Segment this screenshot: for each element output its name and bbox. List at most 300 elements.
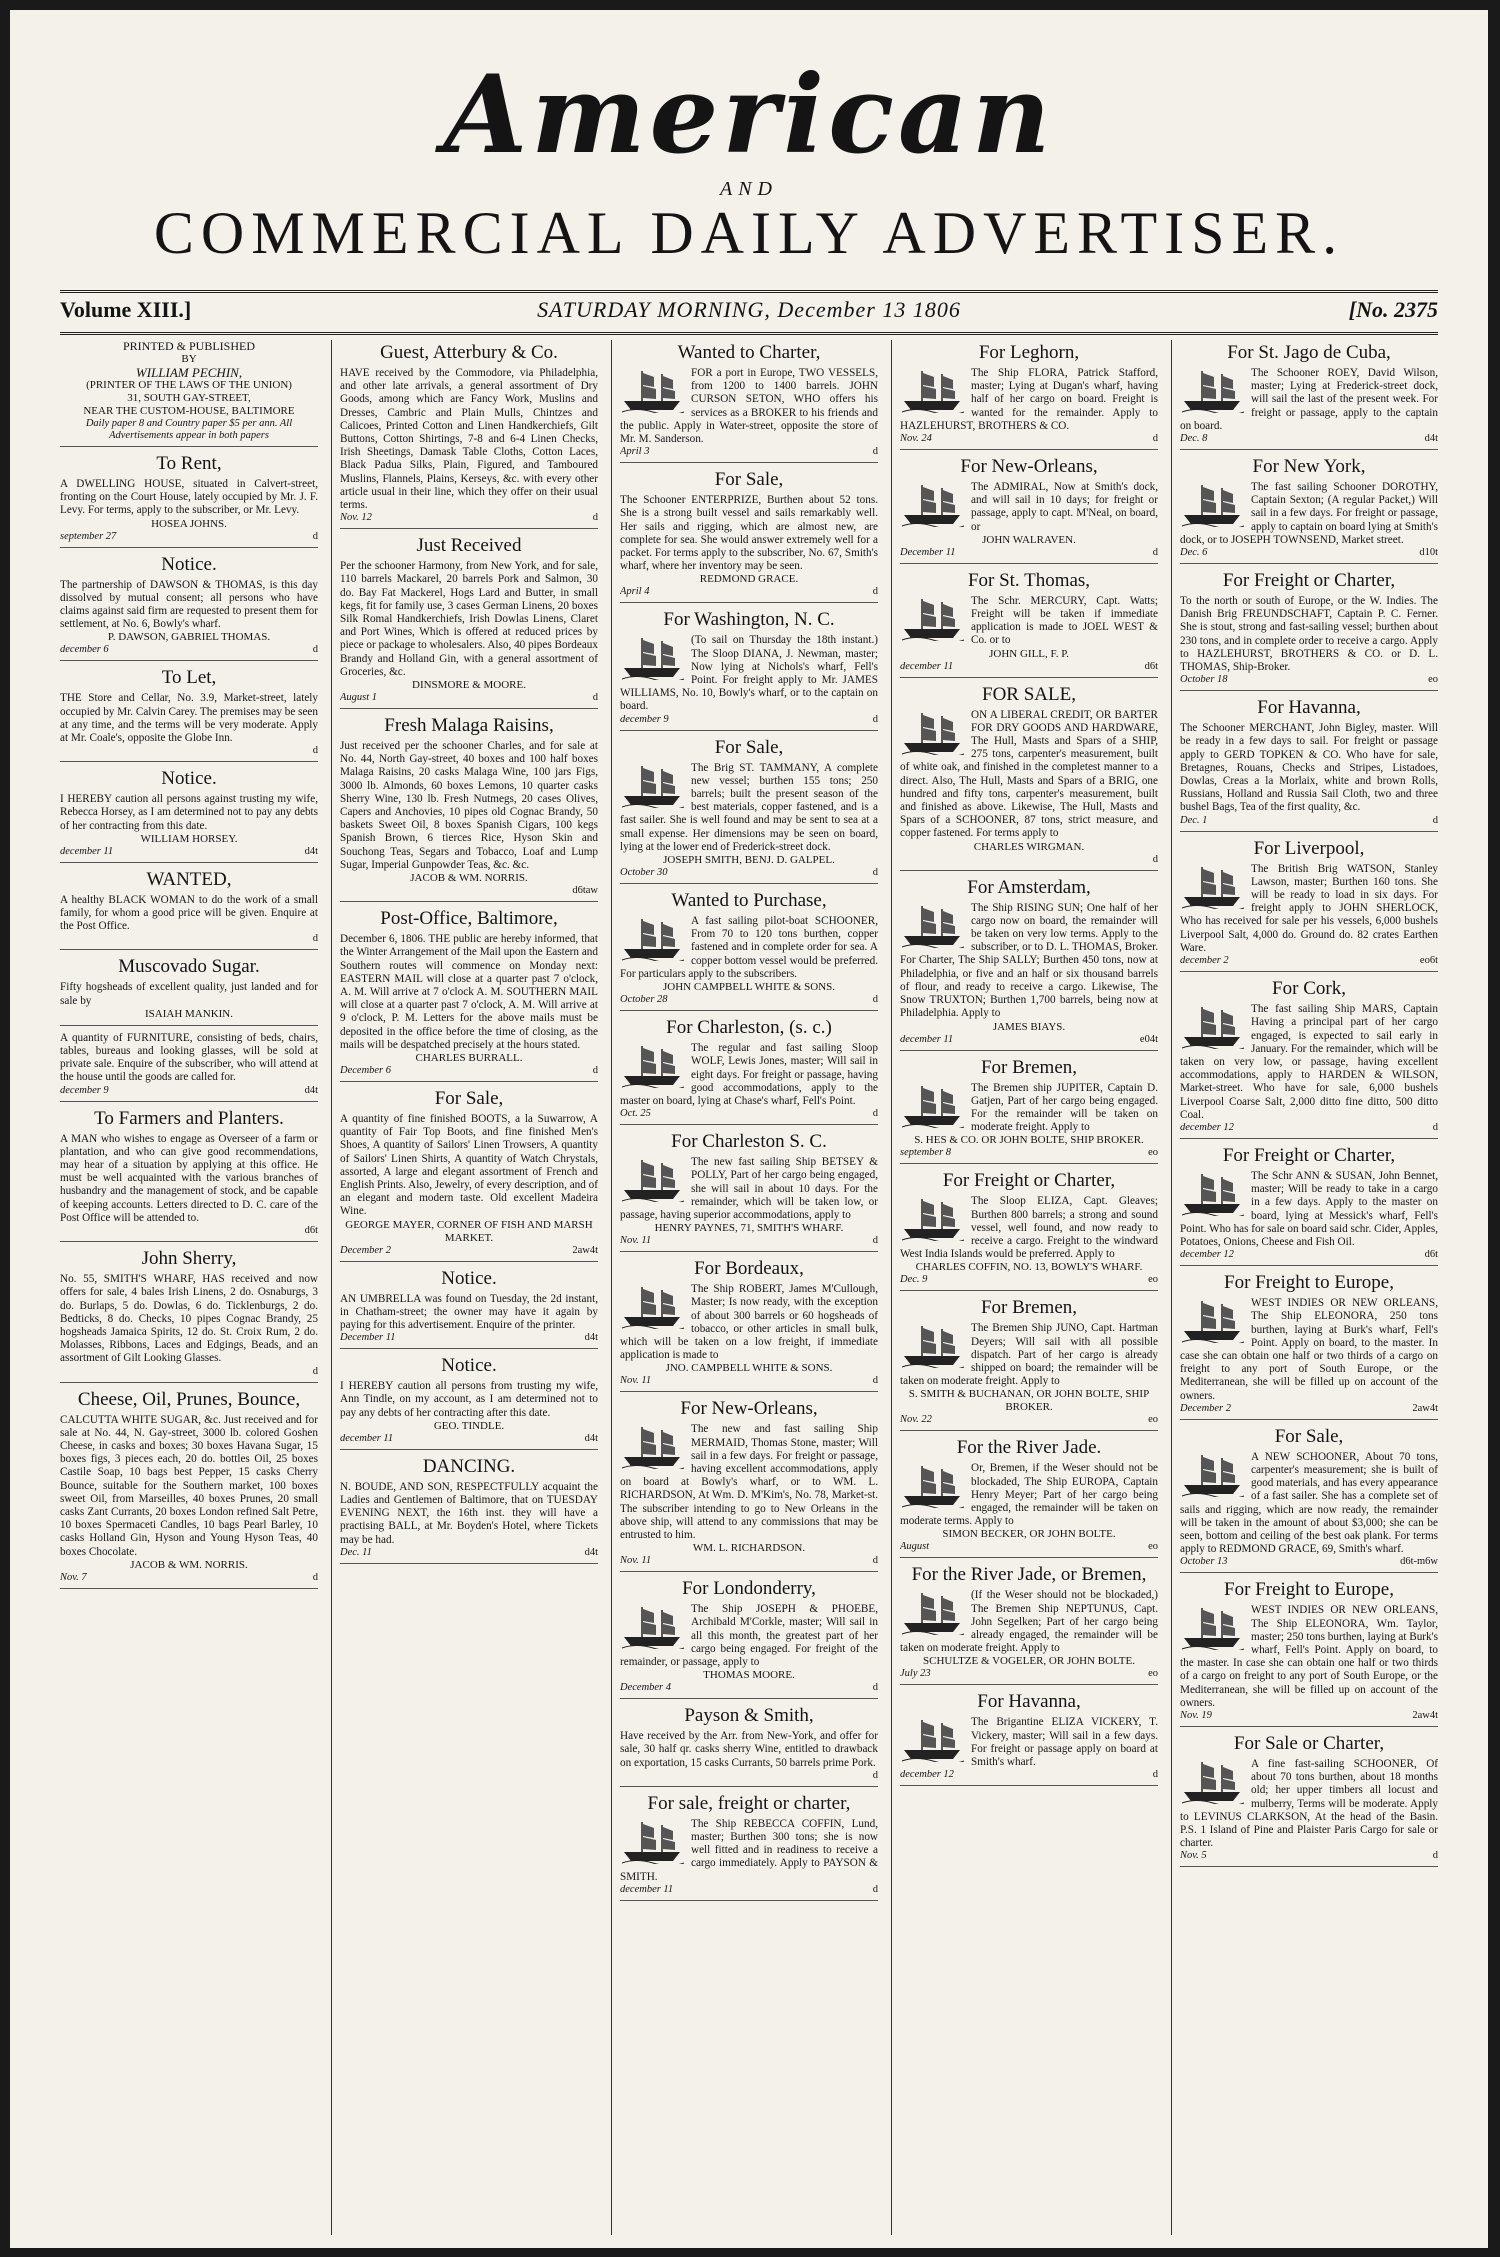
ad-footer	[1180, 815, 1438, 827]
advertisement	[340, 535, 598, 709]
ad-body-row	[620, 1603, 878, 1669]
ad-body-row	[1180, 367, 1438, 433]
ad-date: december 9	[60, 1084, 109, 1096]
ad-body-row	[900, 1716, 1158, 1769]
ship-icon	[1180, 1003, 1246, 1049]
masthead-title: American	[443, 52, 1055, 178]
ad-heading: For sale, freight or charter,	[647, 1792, 851, 1814]
ad-date: December 11	[900, 546, 956, 558]
ad-signature: WILLIAM HORSEY.	[140, 832, 238, 845]
ad-footer	[620, 994, 878, 1006]
ad-date: Dec. 11	[340, 1546, 372, 1558]
ship-icon	[1180, 481, 1246, 527]
ad-heading: WANTED,	[146, 868, 232, 890]
ad-code: eo6t	[1419, 955, 1438, 967]
ad-code: d4t	[584, 1546, 598, 1558]
advertisement	[620, 737, 878, 884]
ad-body: The Brig ST. TAMMANY, A complete new vessel; burthen 155 tons; 250 barrels; built the present season of the best materials, copper fastened, and is a fast sailer. She is well found and may be sent to sea at a small expense. Her dimensions may be seen on board, lying at the lower end of Frederick-street dock.	[620, 761, 878, 853]
ad-body: The Schooner MERCHANT, John Bigley, master. Will be ready in a few days to sail. For freight or passage apply to GERD TOPKEN & CO. Who have for sale, Bretagnes, Rouans, Checks and Stripes, Listadoes, Dowlas, Creas a la Morlaix, white and brown Rolls, Russians, Holland and Russia Sail Cloth, two and three bushel Bags, Tea of the first quality, &c.	[1180, 722, 1438, 814]
ad-footer	[340, 1332, 598, 1344]
ad-signature: JACOB & WM. NORRIS.	[410, 872, 528, 885]
ship-icon	[900, 1195, 966, 1241]
ad-body: A fine fast-sailing SCHOONER, Of about 70 tons burthen, about 18 months old; her upper timbers all locust and mulberry, Terms will be moderate. Apply to LEVINUS CLARKSON, At the head of the Basin. P.S. 1 Island of Pine and Plaister Paris Cargo for sale or charter.	[1180, 1758, 1438, 1850]
ad-code: d	[312, 933, 318, 945]
ad-code: d	[872, 713, 878, 725]
ad-body: The Ship FLORA, Patrick Stafford, master; Lying at Dugan's wharf, having half of her cargo on board. Freight is wanted for the remainder. Apply to HAZLEHURST, BROTHERS & CO.	[900, 367, 1158, 432]
advertisement	[620, 1258, 878, 1392]
ad-code: d	[872, 1883, 878, 1895]
ad-body: THE Store and Cellar, No. 3.9, Market-street, lately occupied by Mr. Calvin Carey. The premises may be seen at any time, and the terms will be very moderate. Apply at Mr. Coale's, opposite the Globe Inn.	[60, 692, 318, 745]
ad-code: d	[872, 1682, 878, 1694]
advertisement	[340, 908, 598, 1082]
ship-icon	[1180, 1170, 1246, 1216]
ship-icon	[900, 481, 966, 527]
ad-heading: For Charleston S. C.	[671, 1131, 827, 1153]
ad-body: A quantity of fine finished BOOTS, a la Suwarrow, A quantity of Fair Top Boots, and fine finished Men's Shoes, A quantity of Sailors' Linen Trowsers, A quantity of Sailors' Linen Shirts, A quantity of Watch Chrystals, assorted, A large and elegant assortment of French and English Prints. Also, Jewelry, of every description, and of an elegant and modern taste. Old excellent Madeira Wine.	[340, 1112, 598, 1218]
ad-signature: HENRY PAYNES, 71, SMITH'S WHARF.	[654, 1222, 844, 1235]
ad-heading: To Farmers and Planters.	[94, 1107, 284, 1129]
advertisement	[620, 1793, 878, 1901]
ad-heading: Notice.	[161, 768, 217, 790]
ad-list	[1180, 342, 1438, 1867]
ad-date: Nov. 7	[60, 1571, 87, 1583]
ad-footer	[1180, 547, 1438, 559]
ad-code: d4t	[584, 1432, 598, 1444]
ad-signature: THOMAS MOORE.	[703, 1669, 795, 1682]
advertisement	[1180, 570, 1438, 691]
ad-code: d	[872, 1108, 878, 1120]
ad-code: 2aw4t	[1412, 1710, 1438, 1722]
ad-footer	[620, 586, 878, 598]
ad-body-row	[1180, 1297, 1438, 1403]
ad-body: ON A LIBERAL CREDIT, OR BARTER FOR DRY GOODS AND HARDWARE, The Hull, Masts and Spars of a SHIP, 275 tons, carpenter's measurement, built of white oak, and finished in the completest manner to a direct. Also, The Hull, Masts and Spars of a BRIG, one hundred and fifty tons, carpenter's measurement, built and finished as above. Likewise, The Hull, Masts and Spars of a SCHOONER, 87 tons, strict measure, and copper fastened. For terms apply to	[900, 708, 1158, 840]
ad-body-row	[900, 481, 1158, 534]
ad-footer	[340, 1433, 598, 1445]
ad-date: september 27	[60, 530, 117, 542]
ad-heading: Post-Office, Baltimore,	[380, 908, 558, 930]
ad-heading: Muscovado Sugar.	[118, 956, 260, 978]
ad-date: Oct. 25	[620, 1108, 651, 1120]
advertisement	[900, 1564, 1158, 1685]
ad-heading: For Liverpool,	[1253, 837, 1365, 859]
ad-code: eo	[1148, 1668, 1158, 1680]
newspaper-page	[10, 10, 1488, 2248]
ad-code: d	[872, 1769, 878, 1781]
subscription-terms: Daily paper 8 and Country paper $5 per ann. All Advertisements appear in both papers	[85, 418, 293, 441]
ad-heading: For Freight to Europe,	[1224, 1579, 1394, 1601]
ad-body-row	[900, 1195, 1158, 1261]
ad-signature: JAMES BIAYS.	[992, 1020, 1066, 1033]
ad-date: Nov. 11	[620, 1375, 652, 1387]
ad-body: (If the Weser should not be blockaded,) The Bremen Ship NEPTUNUS, Capt. John Segelken; Part of her cargo being already engaged, the remainder will be taken on moderate freight. Apply to	[900, 1589, 1158, 1655]
ad-code: d6t	[304, 1225, 318, 1237]
ad-date: december 12	[1180, 1121, 1234, 1133]
ad-date: Dec. 8	[1180, 433, 1208, 445]
column-divider	[611, 340, 612, 2235]
ad-code: d	[592, 692, 598, 704]
ad-code: d10t	[1419, 547, 1438, 559]
ad-code: d	[872, 1375, 878, 1387]
ad-heading: For Charleston, (s. c.)	[666, 1017, 832, 1039]
ad-date: October 30	[620, 867, 668, 879]
ad-body: Have received by the Arr. from New-York, and offer for sale, 30 half qr. casks sherry Wine, entitled to drawback on exportation, 15 casks Currants, 50 barrels prime Pork.	[620, 1730, 878, 1769]
advertisement	[340, 1456, 598, 1564]
ad-heading: For Washington, N. C.	[663, 609, 835, 631]
ad-date: Nov. 11	[620, 1235, 652, 1247]
ad-signature: S. HES & CO. OR JOHN BOLTE, SHIP BROKER.	[914, 1134, 1144, 1147]
ad-body: A fast sailing pilot-boat SCHOONER, From 70 to 120 tons burthen, copper fastened and in complete order for sea. A copper bottom vessel would be preferred. For particulars apply to the subscribers.	[620, 915, 878, 980]
ad-date: December 6	[340, 1064, 392, 1076]
ad-date: Nov. 24	[900, 433, 932, 445]
ad-signature: CHARLES WIRGMAN.	[973, 840, 1085, 853]
advertisement	[60, 554, 318, 662]
ad-heading: For Sale,	[434, 1087, 504, 1109]
ad-heading: For St. Jago de Cuba,	[1227, 342, 1391, 363]
advertisement	[900, 1437, 1158, 1558]
ad-footer	[60, 846, 318, 858]
column-3	[620, 340, 878, 2235]
advertisement	[60, 1108, 318, 1242]
ad-code: d	[1152, 433, 1158, 445]
ship-icon	[1180, 367, 1246, 413]
ad-heading: For Freight or Charter,	[1222, 1144, 1396, 1166]
ad-heading: For Cork,	[1272, 978, 1346, 1000]
ad-body: (To sail on Thursday the 18th instant.) The Sloop DIANA, J. Newman, master; Now lying at Nichols's wharf, Fell's Point. For freight apply to Mr. JAMES WILLIAMS, No. 10, Bowly's wharf, or to the captain on board.	[620, 634, 878, 713]
ad-date: April 4	[620, 586, 650, 598]
ad-date: december 11	[340, 1432, 394, 1444]
ad-signature: JOHN CAMPBELL WHITE & SONS.	[662, 981, 836, 994]
ad-code: d	[872, 446, 878, 458]
ad-code: d	[872, 994, 878, 1006]
ad-footer	[1180, 1122, 1438, 1134]
ad-signature: P. DAWSON, GABRIEL THOMAS.	[107, 631, 271, 644]
advertisement	[620, 609, 878, 730]
ad-body: WEST INDIES OR NEW ORLEANS, The Ship ELEONORA, 250 tons burthen, laying at Burk's wharf, Fell's Point. Apply on board, to the master. In case she can obtain one half or two thirds of a cargo on freight to any port of South Europe, or the Mediterranean, she will be filled up on account of the owners.	[1180, 1297, 1438, 1402]
ad-body: The Ship JOSEPH & PHOEBE, Archibald M'Corkle, master; Will sail in all this month, the greatest part of her cargo being engaged. For freight of the remainder, or passage, apply to	[620, 1603, 878, 1668]
ship-icon	[900, 1589, 966, 1635]
ad-date: Nov. 12	[340, 512, 372, 524]
masthead-subtitle: COMMERCIAL DAILY ADVERTISER.	[153, 200, 1345, 266]
ad-date: October 13	[1180, 1556, 1228, 1568]
ship-icon	[620, 1156, 686, 1202]
ship-icon	[1180, 1297, 1246, 1343]
ad-heading: For St. Thomas,	[967, 569, 1091, 591]
ad-heading: Wanted to Purchase,	[671, 890, 827, 912]
ad-body-row	[900, 709, 1158, 841]
advertisement	[60, 667, 318, 762]
ad-body-row	[900, 902, 1158, 1021]
ad-code: d	[312, 530, 318, 542]
ad-heading: For Havanna,	[1257, 697, 1361, 719]
ad-footer	[900, 1274, 1158, 1286]
ad-footer	[340, 885, 598, 897]
ad-body: A MAN who wishes to engage as Overseer of a farm or plantation, and who can give good recommendations, may hear of a situation by applying at this office. He must be well acquainted with the various branches of husbandry and the management of stock, and be capable of keeping accounts. Letters directed to D. C. care of the Post Office will be attended to.	[60, 1132, 318, 1224]
ad-signature: ISAIAH MANKIN.	[145, 1007, 233, 1020]
ad-signature: JOHN WALRAVEN.	[982, 533, 1076, 546]
ad-date: Nov. 5	[1180, 1850, 1207, 1862]
advertisement	[1180, 456, 1438, 564]
advertisement	[340, 342, 598, 529]
ad-heading: Guest, Atterbury & Co.	[380, 342, 558, 363]
ad-body: The Schooner ENTERPRIZE, Burthen about 52 tons. She is a strong built vessel and sails remarkably well. Her sails and rigging, which are almost new, are complete for sea. She would answer extremely well for a packet. For terms apply to the subscriber, No. 67, Smith's wharf, where her inventory may be seen.	[620, 494, 878, 573]
ad-body: I HEREBY caution all persons against trusting my wife, Rebecca Horsey, as I am determined not to pay any debts of her contracting from this date.	[60, 793, 318, 832]
ad-heading: For Bordeaux,	[694, 1258, 804, 1280]
ad-heading: For New-Orleans,	[960, 456, 1098, 478]
ad-date: Dec. 1	[1180, 814, 1208, 826]
ad-date: december 9	[620, 713, 669, 725]
ad-body: FOR a port in Europe, TWO VESSELS, from 1200 to 1400 barrels. JOHN CURSON SETON, WHO offers his services as a BROKER to his friends and the public. Apply in Water-street, opposite the store of Mr. M. Sanderson.	[620, 367, 878, 446]
ad-signature: SCHULTZE & VOGELER, OR JOHN BOLTE.	[923, 1655, 1135, 1668]
advertisement	[1180, 838, 1438, 972]
imprint-line: 31, SOUTH GAY-STREET,	[127, 392, 251, 404]
ad-heading: Notice.	[161, 553, 217, 575]
ship-icon	[620, 1818, 686, 1864]
ad-footer	[1180, 1403, 1438, 1415]
ad-heading: Cheese, Oil, Prunes, Bounce,	[77, 1388, 301, 1410]
masthead-rule-top	[60, 290, 1438, 293]
ad-signature: JOHN GILL, F. P.	[989, 647, 1069, 660]
ad-heading: DANCING.	[422, 1455, 516, 1477]
advertisement	[1180, 697, 1438, 831]
advertisement	[900, 1057, 1158, 1165]
ad-body: The Bremen ship JUPITER, Captain D. Gatjen, Part of her cargo being engaged. For the remainder will be taken on moderate freight. Apply to	[971, 1081, 1158, 1134]
column-5	[1180, 340, 1438, 2235]
ad-heading: For Amsterdam,	[967, 876, 1091, 898]
ad-body: CALCUTTA WHITE SUGAR, &c. Just received and for sale at No. 44, N. Gay-street, 3000 lb. colored Goshen Cheese, in casks and boxes; 30 boxes Havana Sugar, 15 boxes figs, 3 pieces each, 20 do. bottles Oil, 25 boxes Castile Soap, 10 bags best Pepper, 15 casks Cherry Bounce, suitable for the Southern market, 100 boxes sweet Oil, from Marseilles, 40 boxes Prunes, 20 small casks Zant Currants, 20 boxes London refined Salt Petre, 10 boxes Spermaceti Candles, 10 bags Pearl Barley, 10 casks Holland Gin, Hyson and Young Hyson Teas, 40 boxes Chocolate.	[60, 1413, 318, 1558]
ad-body-row	[620, 1818, 878, 1884]
ad-body: The Sloop ELIZA, Capt. Gleaves; Burthen 800 barrels; a strong and sound vessel, well found, and now ready to receive a cargo. Freight to the windward West India Islands would be preferred. Apply to	[900, 1195, 1158, 1261]
ad-date: Dec. 6	[1180, 547, 1208, 559]
ad-footer	[900, 433, 1158, 445]
ad-body-row	[620, 1423, 878, 1542]
advertisement	[60, 956, 318, 1025]
ad-date: August 1	[340, 692, 378, 704]
ad-heading: For the River Jade.	[956, 1437, 1102, 1459]
ad-body: The Schr. MERCURY, Capt. Watts; Freight will be taken if immediate application is made to JOEL WEST & Co. or to	[971, 594, 1158, 647]
ship-icon	[900, 709, 966, 755]
ad-body: Per the schooner Harmony, from New York, and for sale, 110 barrels Mackarel, 20 barrels Pork and Salmon, 30 do. Bay Fat Mackerel, Hogs Lard and Butter, in small kegs, fit for family use, 3 cases German Linens, 20 boxes Silk Romal Handkerchiefs, Irish Dowlas Linens, Claret and Port Wines, Which is offered at reduced prices by piece or package to wholesalers. Also, 40 pipes Bordeaux Brandy and Holland Gin, with a general assortment of Groceries, &c.	[340, 560, 598, 678]
advertisement	[900, 456, 1158, 564]
ad-code: d	[312, 644, 318, 656]
ad-body: The ADMIRAL, Now at Smith's dock, and will sail in 10 days; for freight or passage, apply to capt. M'Neal, on board, or	[971, 481, 1158, 533]
ad-footer	[1180, 433, 1438, 445]
ad-footer	[340, 1547, 598, 1559]
ship-icon	[1180, 863, 1246, 909]
ad-footer	[60, 1225, 318, 1237]
ad-body-row	[620, 1042, 878, 1108]
ad-heading: For Freight or Charter,	[1222, 570, 1396, 592]
ad-code: d4t	[1424, 433, 1438, 445]
ship-icon	[620, 915, 686, 961]
ad-code: d6t	[1144, 660, 1158, 672]
advertisement	[620, 1578, 878, 1699]
ad-body: Just received per the schooner Charles, and for sale at No. 44, North Gay-street, 40 boxes and 100 half boxes Malaga Raisins, 20 casks Malaga Wine, 100 jars Figs, 3000 lb. Almonds, 60 boxes Lemons, 10 quarter casks Sherry Wine, 130 lb. Fresh Nutmegs, 20 cases Olives, Capers and Anchovies, 10 pipes old Cognac Brandy, 50 baskets Sweet Oil, 8 boxes Spanish Cigars, 100 kegs Spanish Brown, 6 tierces Rice, Hyson Skin and Souchong Teas, Segars and Tobacco, Loaf and Lump Sugar, Imperial Gunpowder Teas, &c. &c.	[340, 740, 598, 871]
ad-heading: For Havanna,	[977, 1691, 1081, 1713]
advertisement	[1180, 978, 1438, 1139]
ad-code: d	[1432, 814, 1438, 826]
ad-signature: CHARLES BURRALL.	[415, 1051, 523, 1064]
advertisement	[340, 715, 598, 902]
column-divider	[1171, 340, 1172, 2235]
ad-footer	[1180, 1249, 1438, 1261]
ad-body: I HEREBY caution all persons from trusting my wife, Ann Tindle, on my account, as I am determined not to pay any debts of her contracting after this date.	[340, 1380, 598, 1419]
ad-code: eo	[1148, 1274, 1158, 1286]
advertisement	[340, 1355, 598, 1450]
ship-icon	[620, 634, 686, 680]
ad-body: The regular and fast sailing Sloop WOLF, Lewis Jones, master; Will sail in eight days. For freight or passage, having good accommodations, apply to the master on board, lying at Chase's wharf, Fell's Point.	[620, 1042, 878, 1107]
ship-icon	[620, 1603, 686, 1649]
ad-body: A healthy BLACK WOMAN to do the work of a small family, for whom a good price will be given. Enquire at the Post Office.	[60, 893, 318, 933]
ad-footer	[620, 867, 878, 879]
advertisement	[620, 1398, 878, 1572]
masthead	[10, 10, 1488, 310]
ad-heading: Fresh Malaga Raisins,	[384, 715, 554, 737]
ad-body-row	[900, 1589, 1158, 1655]
ad-code: 2aw4t	[572, 1244, 598, 1256]
ad-footer	[60, 1572, 318, 1584]
ad-code: e04t	[1139, 1033, 1158, 1045]
ad-heading: To Let,	[161, 667, 217, 689]
ad-footer	[1180, 1850, 1438, 1862]
ad-date: July 23	[900, 1668, 931, 1680]
ad-heading: For New York,	[1252, 456, 1366, 478]
ad-footer	[620, 1884, 878, 1896]
ad-code: d	[312, 745, 318, 757]
ad-body: The Ship RISING SUN; One half of her cargo now on board, the remainder will be taken on very low terms. Apply to the subscriber, or to D. L. THOMAS, Broker. For Charter, The Ship SALLY; Burthen 450 tons, now at Philadelphia, or five and an half or six thousand barrels of flour, and ready to receive a cargo. Likewise, The Snow TRUXTON; Burthen 1,700 barrels, being now at Philadelphia. Apply to	[900, 901, 1158, 1020]
ad-footer	[620, 1235, 878, 1247]
advertisement	[60, 869, 318, 951]
ship-icon	[900, 1462, 966, 1508]
ad-body: The new fast sailing Ship BETSEY & POLLY, Part of her cargo being engaged, she will sail in about 10 days. For the remainder, which will be taken low, or passage, having superior accommodations, apply to	[620, 1156, 878, 1221]
advertisement	[620, 469, 878, 603]
ad-date: October 28	[620, 994, 668, 1006]
ad-body: The Schr ANN & SUSAN, John Bennet, master; Will be ready to take in a cargo in a few days. Apply to the master on board, lying at Messick's wharf, Fell's Point. Who has for sale on board said schr. Cider, Apples, Potatoes, Onions, Cheese and Fish Oil.	[1180, 1169, 1438, 1248]
ad-body: The Ship REBECCA COFFIN, Lund, master; Burthen 300 tons; she is now well fitted and in readiness to receive a cargo immediately. Apply to PAYSON & SMITH.	[620, 1817, 878, 1883]
ad-code: d	[1152, 853, 1158, 865]
ad-footer	[60, 644, 318, 656]
advertisement	[60, 1389, 318, 1589]
ad-footer	[60, 745, 318, 757]
imprint-line: (PRINTER OF THE LAWS OF THE UNION)	[86, 379, 292, 391]
imprint-line: PRINTED & PUBLISHED	[122, 340, 255, 353]
ship-icon	[1180, 1758, 1246, 1804]
ad-date: December 2	[340, 1244, 392, 1256]
ad-heading: Payson & Smith,	[684, 1705, 814, 1727]
ad-code: d	[1152, 546, 1158, 558]
ad-footer	[620, 1770, 878, 1782]
ad-body-row	[900, 1462, 1158, 1528]
ad-footer	[340, 1245, 598, 1257]
ad-body: To the north or south of Europe, or the W. Indies. The Danish Brig FREUNDSCHAFT, Captain P. C. Ferner. She is stout, strong and fast-sailing vessel; burthen about 230 tons, and in complete order to receive a cargo. Apply to HAZLEHURST, BROTHERS & CO. or D. L. THOMAS, Ship-Broker.	[1180, 595, 1438, 674]
column-divider	[331, 340, 332, 2235]
ad-code: d	[872, 867, 878, 879]
ad-footer	[60, 531, 318, 543]
ad-date: Dec. 9	[900, 1274, 928, 1286]
imprint-line: BY	[181, 353, 197, 365]
ad-footer	[900, 1668, 1158, 1680]
ad-heading: For Freight or Charter,	[942, 1170, 1116, 1192]
ad-list	[620, 342, 878, 1901]
ad-code: d6taw	[572, 885, 598, 897]
ad-code: d	[1152, 1769, 1158, 1781]
ad-body-row	[620, 1156, 878, 1222]
ad-code: d	[872, 1235, 878, 1247]
ad-body-row	[900, 595, 1158, 648]
ad-body-row	[620, 634, 878, 713]
ad-code: 2aw4t	[1412, 1402, 1438, 1414]
ad-code: eo	[1148, 1414, 1158, 1426]
ad-heading: For Sale,	[714, 736, 784, 758]
advertisement	[620, 342, 878, 463]
advertisement	[1180, 1426, 1438, 1574]
advertisement	[1180, 1145, 1438, 1266]
ad-date: december 11	[60, 845, 114, 857]
ad-heading: For the River Jade, or Bremen,	[911, 1564, 1147, 1586]
ad-footer	[900, 854, 1158, 866]
ad-footer	[1180, 1710, 1438, 1722]
ad-list	[340, 342, 598, 1564]
volume-label: Volume XIII.]	[60, 297, 192, 322]
ship-icon	[620, 367, 686, 413]
ad-body-row	[1180, 1758, 1438, 1850]
ad-body-row	[620, 367, 878, 446]
ad-body: The fast sailing Schooner DOROTHY, Captain Sexton; (A regular Packet,) Will sail in a few days. For freight or passage, apply to captain on board lying at Smith's dock, or to JOSEPH TOWNSEND, Market street.	[1180, 481, 1438, 546]
ad-date: December 2	[1180, 1402, 1232, 1414]
ad-body: HAVE received by the Commodore, via Philadelphia, and other late arrivals, a general assortment of Dry Goods, among which are Fancy Work, Muslins and Dresses, Cambric and Plain Mulls, Chintzes and Calicoes, Printed Cotton and Linen Handkerchiefs, Gilt Buttons, Cotton Shirtings, 7-8 and 6-4 Linen Checks, Irish Sheetings, Damask Table Cloths, Cotton Laces, Black Padua Silks, Plain, Figured, and Tamboured Muslins, Flannels, Plains, Kerseys, &c. with every other article usual in their line, which they offer on their usual terms.	[340, 367, 598, 512]
ad-footer	[900, 1541, 1158, 1553]
ad-heading: For New-Orleans,	[680, 1398, 818, 1420]
ad-code: eo	[1148, 1541, 1158, 1553]
ad-body: A DWELLING HOUSE, situated in Calvert-street, fronting on the Court House, lately occupied by Mr. J. F. Levy. For terms, apply to the subscriber, or Mr. Levy.	[60, 478, 318, 517]
ad-date: Nov. 11	[620, 1555, 652, 1567]
ship-icon	[900, 1082, 966, 1128]
advertisement	[1180, 1579, 1438, 1727]
publisher-name: WILLIAM PECHIN,	[135, 365, 243, 380]
advertisement	[900, 342, 1158, 450]
ad-list	[900, 342, 1158, 1786]
ad-heading: Notice.	[441, 1267, 497, 1289]
ad-footer	[60, 1085, 318, 1097]
ad-heading: Just Received	[416, 535, 522, 557]
ad-body: December 6, 1806. THE public are hereby informed, that the Winter Arrangement of the Mail upon the Eastern and Southern routes will commence on Monday next: EASTERN MAIL will close at a quarter past 7 o'clock, A. M. Will arrive at 7 o'clock A. M. SOUTHERN MAIL will close at a quarter past 7 o'clock, A. M. Will arrive at 9 o'clock, P. M. Letters for the above mails must be deposited in the office before the time of closing, as the mails will be despatched precisely at the hours stated.	[340, 933, 598, 1051]
ad-date: december 11	[900, 1033, 954, 1045]
issue-date: SATURDAY MORNING, December 13 1806	[537, 297, 961, 322]
ad-body: The Bremen Ship JUNO, Capt. Hartman Deyers; Will sail with all possible dispatch. Part of her cargo is already shipped on board; the remainder will be taken on moderate freight. Apply to	[900, 1322, 1158, 1388]
ad-heading: For Bremen,	[980, 1297, 1078, 1319]
ad-code: d	[1432, 1121, 1438, 1133]
ad-heading: FOR SALE,	[982, 683, 1076, 705]
ad-date: August	[900, 1541, 930, 1553]
ship-icon	[620, 1423, 686, 1469]
ad-body: N. BOUDE, AND SON, RESPECTFULLY acquaint the Ladies and Gentlemen of Baltimore, that on TUESDAY EVENING NEXT, the 16th inst. they will have a practising BALL, at Mr. Boyden's Hotel, where Tickets may be had.	[340, 1480, 598, 1546]
advertisement	[900, 1297, 1158, 1431]
ad-heading: Wanted to Charter,	[677, 342, 821, 363]
advertisement	[620, 1131, 878, 1252]
advertisement	[60, 453, 318, 548]
ad-footer	[620, 1375, 878, 1387]
ad-footer	[620, 1108, 878, 1120]
ad-footer	[900, 1034, 1158, 1046]
ad-signature: GEORGE MAYER, CORNER OF FISH AND MARSH MARKET.	[345, 1218, 593, 1244]
ad-signature: JNO. CAMPBELL WHITE & SONS.	[665, 1362, 833, 1375]
ship-icon	[1180, 1451, 1246, 1497]
ad-code: d	[592, 1064, 598, 1076]
ad-footer	[340, 512, 598, 524]
ad-heading: Notice.	[441, 1355, 497, 1377]
ad-footer	[1180, 674, 1438, 686]
advertisement	[620, 1017, 878, 1125]
columns	[60, 340, 1438, 2235]
